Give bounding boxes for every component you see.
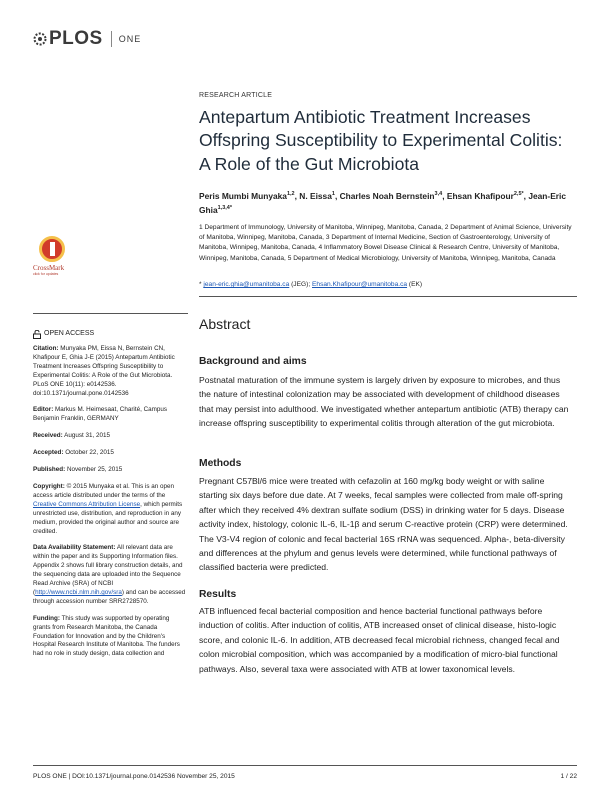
email-tag-jeg: (JEG); (289, 281, 312, 288)
published-date: November 25, 2015 (66, 466, 123, 474)
data-availability-text-a: All relevant data are within the paper and its Supporting Information files. Appendix 2 shows full library construction details, and the sequencing data are uploaded into the Sequence Read Archive (SRA) of NCBI ( (33, 544, 183, 596)
crossmark-label: CrossMark (33, 264, 65, 272)
email-tag-ek: (EK) (407, 281, 423, 288)
data-availability-block (33, 544, 188, 606)
results-heading: Results (199, 589, 237, 600)
sra-link[interactable]: http://www.ncbi.nlm.nih.gov/sra (35, 588, 122, 596)
author-affiliation-marker: 1,3,4* (217, 205, 232, 212)
accepted-date: October 22, 2015 (65, 449, 114, 457)
abstract-heading: Abstract (199, 316, 251, 332)
article-info-sidebar (33, 330, 188, 667)
plos-logo-icon (33, 32, 47, 46)
funding-text: This study was supported by operating grants from Research Manitoba, the Canada Foundation for Innovation and by the Children's Hospital Research Institute of Manitoba. The funders had no role in study design, data collection and (33, 614, 180, 658)
logo-text: PLOS (49, 28, 103, 49)
crossmark-sublabel: click for updates (33, 272, 59, 276)
author-name: Jean-Eric Ghia (199, 190, 567, 215)
published-label: Published: (33, 466, 66, 474)
open-lock-icon (33, 330, 41, 339)
open-access-badge (33, 330, 188, 339)
background-heading: Background and aims (199, 356, 307, 367)
author-separator: , (523, 190, 529, 201)
sidebar-top-rule (33, 313, 188, 314)
received-block (33, 432, 188, 441)
funding-block (33, 615, 188, 660)
footer-citation: PLOS ONE | DOI:10.1371/journal.pone.0142536 November 25, 2015 (33, 773, 235, 780)
editor-label: Editor: (33, 406, 54, 414)
author-affiliation-marker: 1 (331, 191, 335, 197)
published-block (33, 466, 188, 475)
author-separator: , (294, 190, 300, 201)
citation-text: Munyaka PM, Eissa N, Bernstein CN, Khafipour E, Ghia J-E (2015) Antepartum Antibiotic Treatment Increases Offspring Susceptibility to Experimental Colitis: A Role of the Gut Microbiota. PLoS ONE 10(11): e0142536. doi:10.1371/journal.pone.0142536 (33, 345, 175, 397)
email-link-ek[interactable]: Ehsan.Khafipour@umanitoba.ca (312, 281, 408, 288)
email-prefix: * (199, 281, 204, 288)
received-date: August 31, 2015 (64, 432, 111, 440)
results-text: ATB influenced fecal bacterial composition and hence bacterial functional pathways before induction of colitis. After induction of colitis, ATB increased onset of clinical disease, histo-logic score, and colonic IL-6. In addition, ATB decreased fecal microbial richness, changed fecal and colon microbial composition, which was accompanied by a modification of micro-bial functional pathways. Also, several taxa were associated with ATB at lower taxonomical levels. (199, 606, 560, 674)
citation-block (33, 345, 188, 398)
author-affiliation-marker: 3,4 (434, 191, 443, 197)
author-name: Ehsan Khafipour (446, 190, 514, 201)
journal-logo (33, 27, 141, 51)
author-separator: , (334, 190, 340, 201)
article-title: Antepartum Antibiotic Treatment Increases Offspring Susceptibility to Experimental Colitis: A Role of the Gut Microbiota (199, 107, 563, 174)
page-number: 1 / 22 (560, 773, 577, 780)
corresponding-emails (199, 280, 575, 290)
license-link[interactable]: Creative Commons Attribution License (33, 500, 141, 508)
copyright-block (33, 483, 188, 536)
citation-label: Citation: (33, 345, 59, 352)
accepted-block (33, 449, 188, 458)
logo-divider (111, 31, 112, 47)
data-availability-text-b: ) and can be accessed through accession number SRR2728570. (33, 588, 186, 605)
data-availability-label: Data Availability Statement: (33, 544, 116, 552)
author-name: N. Eissa (299, 190, 332, 201)
background-text: Postnatal maturation of the immune system is largely driven by exposure to microbes, and thus the nature of intestinal colonization may be associated with development of childhood diseases that may persist into adulthood. We investigated whether antepartum antibiotic (ATB) therapy can increase offspring susceptibility to experimental colitis through alteration of the gut microbiota. (199, 375, 569, 429)
main-divider (199, 296, 577, 297)
journal-name: ONE (118, 34, 142, 44)
author-affiliation-marker: 1,2 (286, 191, 295, 197)
author-affiliation-marker: 2,5* (513, 191, 524, 197)
email-link-jeg[interactable]: jean-eric.ghia@umanitoba.ca (203, 281, 290, 288)
footer-divider (33, 765, 577, 766)
author-separator: , (442, 190, 447, 201)
crossmark-icon (39, 236, 65, 262)
affiliations: 1 Department of Immunology, University of Manitoba, Winnipeg, Manitoba, Canada, 2 Department of Animal Science, University of Manitoba, Winnipeg, Manitoba, Canada, 3 Department of Internal Medicine, Section of Gastroenterology, University of Manitoba, Winnipeg, Manitoba, Canada, 4 Inflammatory Bowel Disease Clinical & Research Centre, University of Manitoba, Winnipeg, Manitoba, Canada, 5 Department of Medical Microbiology, University of Manitoba, Winnipeg, Manitoba, Canada (199, 224, 572, 262)
author-name: Charles Noah Bernstein (339, 190, 435, 201)
methods-text: Pregnant C57Bl/6 mice were treated with cefazolin at 160 mg/kg body weight or with saline starting six days before due date. At 7 weeks, fecal samples were collected from male off-spring after which they received 4% dextran sulfate sodium (DSS) in drinking water for 5 days. Disease activity index, histology, colonic IL-6, IL-1β and serum C-reactive protein (CRP) were determined. The V3-V4 region of colonic and fecal bacterial 16S rRNA was sequenced. Alpha-, beta-diversity and differences at the phylum and genus levels were determined, while functional pathways of classified bacteria were predicted. (199, 476, 568, 573)
editor-text: Markus M. Heimesaat, Charité, Campus Benjamin Franklin, GERMANY (33, 406, 168, 423)
received-label: Received: (33, 432, 63, 440)
copyright-text-a: © 2015 Munyaka et al. This is an open access article distributed under the terms of the (33, 482, 175, 499)
methods-heading: Methods (199, 458, 242, 469)
crossmark-badge[interactable] (33, 236, 73, 276)
author-list (199, 188, 575, 216)
funding-label: Funding: (33, 614, 60, 622)
copyright-label: Copyright: (33, 482, 65, 490)
open-access-label: OPEN ACCESS (44, 330, 95, 338)
copyright-text-b: , which permits unrestricted use, distribution, and reproduction in any medium, provided the original author and source are credited. (33, 500, 183, 535)
accepted-label: Accepted: (33, 449, 64, 457)
author-name: Peris Mumbi Munyaka (199, 190, 287, 201)
editor-block (33, 406, 188, 424)
article-type: RESEARCH ARTICLE (199, 92, 273, 99)
